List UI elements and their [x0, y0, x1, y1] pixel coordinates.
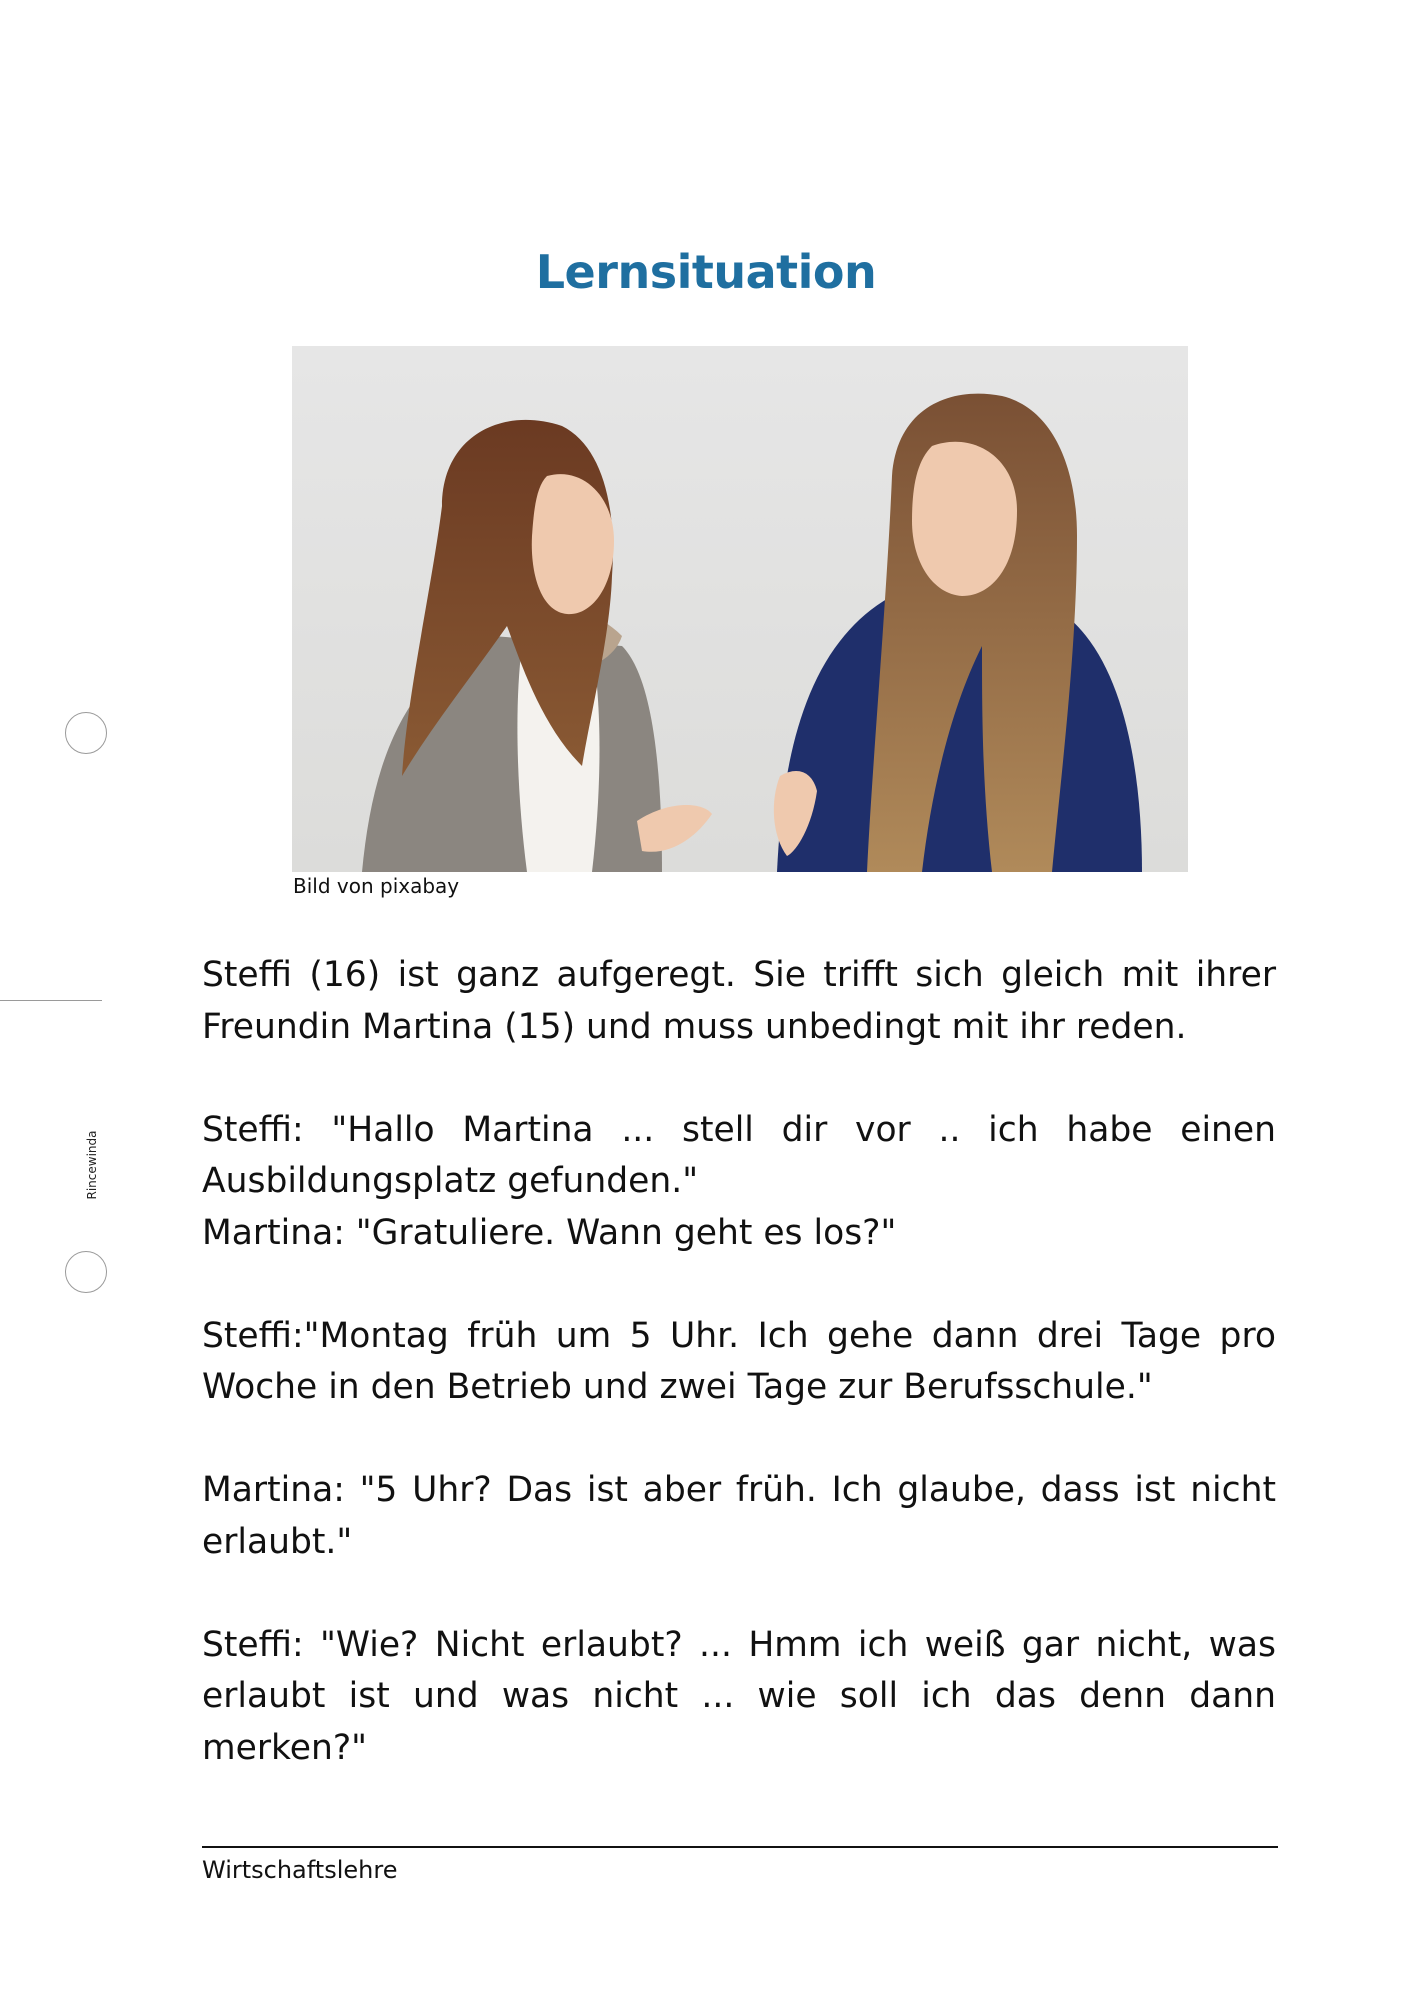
image-caption: Bild von pixabay — [293, 874, 460, 898]
paragraph-steffi-1 — [202, 1105, 1276, 1208]
punch-hole-bottom — [65, 1251, 107, 1293]
paragraph-martina-2: Martina: "5 Uhr? Das ist aber früh. Ich glaube, dass ist nicht erlaubt." — [202, 1470, 1276, 1562]
author-credit: Rincewinda — [85, 1130, 99, 1200]
footer-divider — [202, 1846, 1278, 1848]
paragraph-steffi-2: Steffi:"Montag früh um 5 Uhr. Ich gehe dann drei Tage pro Woche in den Betrieb und zwei Tage zur Berufsschule." — [202, 1315, 1276, 1407]
fold-mark — [0, 1000, 102, 1001]
paragraph-steffi-3: Steffi: "Wie? Nicht erlaubt? ... Hmm ich weiß gar nicht, was erlaubt ist und was nicht ... wie soll ich das denn dann merken?" — [202, 1624, 1276, 1768]
page-title: Lernsituation — [535, 245, 877, 299]
paragraph-martina-1: Martina: "Gratuliere. Wann geht es los?" — [202, 1212, 897, 1253]
dialogue-line: Steffi: "Hallo Martina ... stell dir vor .. ich habe einen Ausbildungsplatz gefunden." — [202, 1109, 1276, 1201]
footer-subject: Wirtschaftslehre — [202, 1856, 398, 1884]
punch-hole-top — [65, 712, 107, 754]
dialogue-text — [202, 950, 1276, 1774]
photo-two-women-talking — [292, 346, 1188, 872]
paragraph-intro: Steffi (16) ist ganz aufgeregt. Sie trifft sich gleich mit ihrer Freundin Martina (15) und muss unbedingt mit ihr reden. — [202, 955, 1276, 1047]
